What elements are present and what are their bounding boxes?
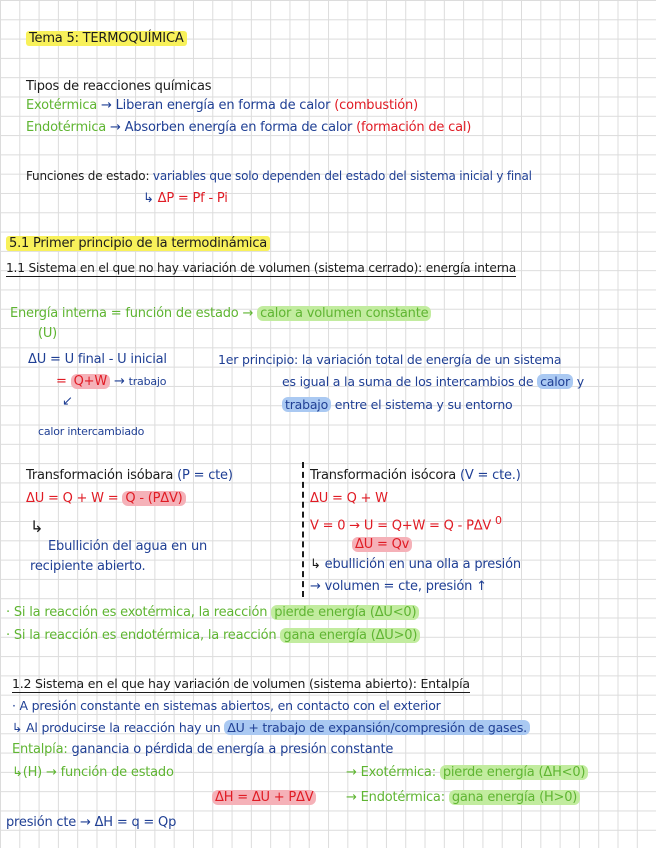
energia-interna-symbol: (U)	[38, 326, 58, 341]
calor-highlight: calor	[537, 374, 573, 389]
isobara-note-line2: recipiente abierto.	[30, 559, 146, 574]
trabajo-label: trabajo	[128, 375, 167, 388]
section-1-2-heading: 1.2 Sistema en el que hay variación de volumen (sistema abierto): Entalpía	[12, 676, 470, 691]
isobara-formula: ΔU = Q + W = Q - (PΔV)	[26, 490, 186, 508]
delta-p-formula: ΔP = Pf - Pi	[157, 191, 228, 206]
funciones-label: Funciones de estado:	[26, 169, 150, 183]
delta-u-formula: ΔU = U final - U inicial	[28, 352, 167, 367]
funciones-formula	[143, 190, 228, 208]
primer-principio-line3: trabajo entre el sistema y su entorno	[282, 396, 513, 414]
calor-intercambiado-label: calor intercambiado	[38, 425, 145, 438]
trabajo-expansion-highlight: ΔU + trabajo de expansión/compresión de gases.	[224, 720, 530, 735]
isocora-condition: (V = cte.)	[460, 468, 521, 483]
exotermica-line	[26, 97, 418, 115]
isobara-condition: (P = cte)	[177, 468, 233, 483]
section-1-2-line1: · A presión constante en sistemas abiertos, en contacto con el exterior	[12, 698, 441, 713]
entalpia-line	[12, 741, 393, 759]
bullet-endotermica: · Si la reacción es endotérmica, la reacción gana energía (ΔU>0)	[6, 627, 420, 645]
down-arrow-icon: ↙	[62, 394, 73, 409]
calor-volumen-highlight: calor a volumen constante	[257, 306, 431, 321]
endotermica-line	[26, 119, 471, 137]
isobara-result-highlight: Q - (PΔV)	[122, 491, 185, 506]
pierde-energia-highlight: pierde energía (ΔU<0)	[271, 605, 419, 620]
entalpia-text: ganancia o pérdida de energía a presión constante	[71, 742, 394, 757]
isocora-note-arrow: ↳	[310, 557, 321, 572]
isocora-zero: 0	[495, 514, 502, 527]
primer-principio-label: 1er principio:	[218, 352, 299, 367]
delta-u-equation: = Q+W → trabajo	[56, 374, 167, 389]
section-5-1-heading: 5.1 Primer principio de la termodinámica	[6, 235, 270, 253]
isocora-result: ΔU = Qv	[352, 536, 412, 554]
endo-text: Absorben energía en forma de calor	[124, 120, 353, 135]
gana-energia-highlight: gana energía (ΔU>0)	[280, 628, 420, 643]
energia-interna-text: Energía interna = función de estado →	[10, 306, 254, 321]
endo-example: (formación de cal)	[356, 120, 472, 135]
isobara-title-line	[26, 467, 233, 485]
page-title	[26, 30, 187, 48]
entalpia-endotermica: → Endotérmica: gana energía (H>0)	[346, 789, 580, 807]
title-text: Tema 5: TERMOQUÍMICA	[26, 31, 187, 46]
entalpia-gana-highlight: gana energía (H>0)	[449, 790, 580, 805]
funciones-line	[26, 167, 532, 185]
exo-label: Exotérmica	[26, 98, 98, 113]
endo-label: Endotérmica	[26, 120, 107, 135]
funciones-text: variables que solo dependen del estado del sistema inicial y final	[152, 169, 532, 183]
reacciones-heading: Tipos de reacciones químicas	[26, 79, 212, 94]
isocora-title: Transformación isócora	[310, 468, 457, 483]
h-funcion-estado: ↳(H) → función de estado	[12, 765, 174, 780]
isobara-title: Transformación isóbara	[26, 468, 174, 483]
trabajo-highlight: trabajo	[282, 397, 331, 412]
isocora-formula2: V = 0 → U = Q+W = Q - PΔV	[310, 518, 492, 534]
isocora-note-line1: ↳ ebullición en una olla a presión	[310, 557, 521, 572]
delta-h-formula: ΔH = ΔU + PΔV	[212, 789, 316, 807]
isobara-note-arrow: ↳	[30, 517, 44, 536]
section-1-2-line2: ↳ Al producirse la reacción hay un ΔU + trabajo de expansión/compresión de gases.	[12, 719, 530, 737]
entalpia-pierde-highlight: pierde energía (ΔH<0)	[440, 765, 588, 780]
isocora-formula1: ΔU = Q + W	[310, 491, 388, 506]
presion-constante-line: presión cte → ΔH = q = Qp	[6, 815, 177, 830]
isocora-note-line2: → volumen = cte, presión ↑	[310, 579, 487, 594]
exo-text: Liberan energía en forma de calor	[115, 98, 331, 113]
column-divider	[302, 462, 304, 597]
entalpia-exotermica: → Exotérmica: pierde energía (ΔH<0)	[346, 764, 588, 782]
isocora-formula2-line	[310, 512, 502, 535]
primer-principio-line2: es igual a la suma de los intercambios de calor y	[282, 374, 584, 389]
section-1-1-heading: 1.1 Sistema en el que no hay variación de volumen (sistema cerrado): energía interna	[6, 261, 517, 275]
formula-arrow: ↳	[143, 191, 154, 206]
endo-arrow: →	[110, 120, 121, 135]
bullet-exotermica: · Si la reacción es exotérmica, la reacción pierde energía (ΔU<0)	[6, 604, 419, 622]
q-plus-w-highlight: Q+W	[71, 374, 110, 389]
isobara-note-line1: Ebullición del agua en un	[48, 539, 208, 554]
energia-interna-line	[10, 305, 431, 323]
exo-example: (combustión)	[334, 98, 418, 113]
primer-principio-line1: 1er principio: la variación total de energía de un sistema	[218, 352, 562, 367]
isocora-title-line	[310, 467, 521, 485]
exo-arrow: →	[101, 98, 112, 113]
entalpia-label: Entalpía:	[12, 742, 68, 757]
